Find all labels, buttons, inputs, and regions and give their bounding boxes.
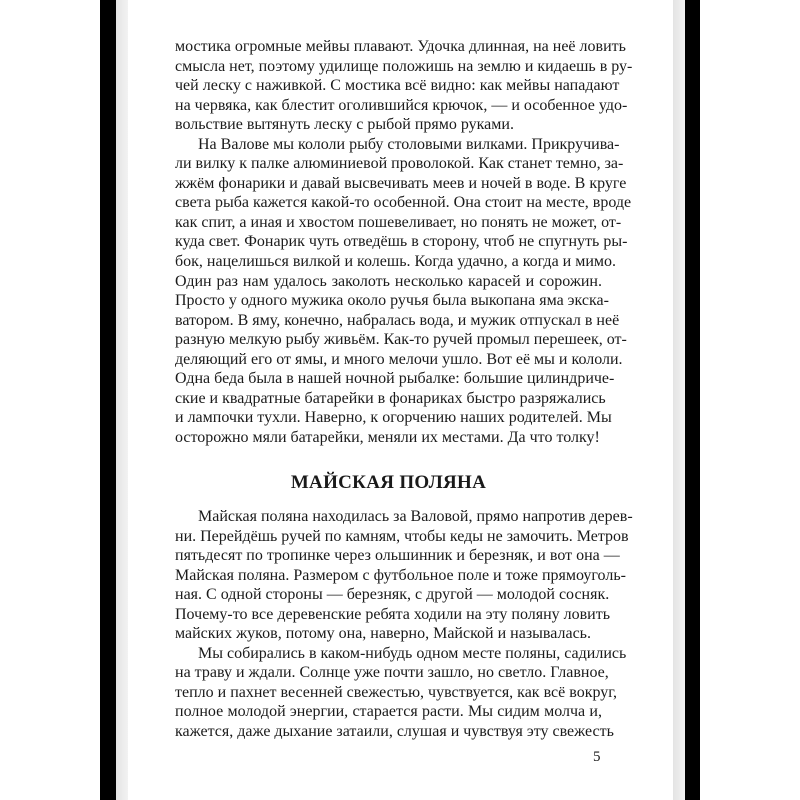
text-line: Майская поляна. Размером с футбольное поле и тоже прямоуголь- xyxy=(175,566,626,584)
text-line: как спит, а иная и хвостом пошевеливает, но понять не может, от- xyxy=(175,213,622,231)
text-line: на червяка, как блестит оголившийся крючок, — и особенное удо- xyxy=(175,96,628,114)
left-page-edge xyxy=(116,0,128,800)
text-line: ная. С одной стороны — березняк, с другой — молодой сосняк. xyxy=(175,586,610,604)
text-line: чей леску с наживкой. С мостика всё видно: как мейвы нападают xyxy=(175,77,620,95)
page-number: 5 xyxy=(593,749,601,765)
left-border xyxy=(100,0,116,800)
paragraph xyxy=(175,37,633,135)
text-line: смысла нет, поэтому удилище положишь на землю и кидаешь в ру- xyxy=(175,57,633,75)
text-line: полное молодой энергии, старается расти. Мы сидим молча и, xyxy=(175,703,602,721)
text-line: На Валове мы кололи рыбу столовыми вилками. Прикручива- xyxy=(198,135,620,153)
text-line: бок, нацелишься вилкой и колешь. Когда удачно, а когда и мимо. xyxy=(175,253,617,271)
section-1-text xyxy=(175,37,633,447)
text-line: Просто у одного мужика около ручья была выкопана яма экска- xyxy=(175,292,609,310)
text-line: пятьдесят по тропинке через ольшинник и березняк, и вот она — xyxy=(175,547,620,565)
right-page-edge xyxy=(673,0,685,800)
text-line: жжём фонарики и давай высвечивать меев и ночей в воде. В круге xyxy=(175,174,627,192)
section-heading: МАЙСКАЯ ПОЛЯНА xyxy=(290,472,487,493)
text-line: ли вилку к палке алюминиевой проволокой. Как станет темно, за- xyxy=(175,155,624,173)
text-line: ни. Перейдёшь ручей по камням, чтобы кеды не замочить. Метров xyxy=(175,527,629,545)
section-2-text xyxy=(175,507,633,742)
text-line: мостика огромные мейвы плавают. Удочка длинная, на неё ловить xyxy=(175,38,626,55)
paragraph xyxy=(175,507,633,644)
paragraph xyxy=(175,135,632,448)
text-line: ватором. В яму, конечно, набралась вода, и мужик отпускал в неё xyxy=(175,311,620,329)
text-line: разную мелкую рыбу живьём. Как-то ручей промыл перешеек, от- xyxy=(175,331,627,349)
text-line: света рыба кажется какой-то особенной. Она стоит на месте, вроде xyxy=(175,194,632,212)
right-border xyxy=(685,0,700,800)
text-line: Майская поляна находилась за Валовой, прямо напротив дерев- xyxy=(198,508,633,525)
text-line: Один раз нам удалось заколоть несколько карасей и сорожин. xyxy=(175,272,602,290)
text-line: куда свет. Фонарик чуть отведёшь в сторону, чтоб не спугнуть ры- xyxy=(175,233,628,251)
text-line: майских жуков, потому она, наверно, Майской и называлась. xyxy=(175,625,591,643)
text-line: вольствие вытянуть леску с рыбой прямо руками. xyxy=(175,116,514,134)
text-line: ские и квадратные батарейки в фонариках быстро разряжались xyxy=(175,389,606,407)
paragraph xyxy=(175,644,627,742)
text-line: кажется, даже дыхание затаили, слушая и чувствуя эту свежесть xyxy=(175,723,614,741)
text-line: на траву и ждали. Солнце уже почти зашло, но светло. Главное, xyxy=(175,664,609,682)
text-line: Почему-то все деревенские ребята ходили на эту поляну ловить xyxy=(175,605,611,623)
text-line: и лампочки тухли. Наверно, к огорчению наших родителей. Мы xyxy=(175,409,612,427)
text-line: деляющий его от ямы, и много мелочи ушло. Вот её мы и кололи. xyxy=(175,350,623,368)
text-line: осторожно мяли батарейки, меняли их местами. Да что толку! xyxy=(175,428,600,446)
text-line: Одна беда была в нашей ночной рыбалке: большие цилиндриче- xyxy=(175,370,615,388)
text-line: Мы собирались в каком-нибудь одном месте поляны, садились xyxy=(198,644,627,662)
text-line: тепло и пахнет весенней свежестью, чувствуется, как всё вокруг, xyxy=(175,683,618,701)
